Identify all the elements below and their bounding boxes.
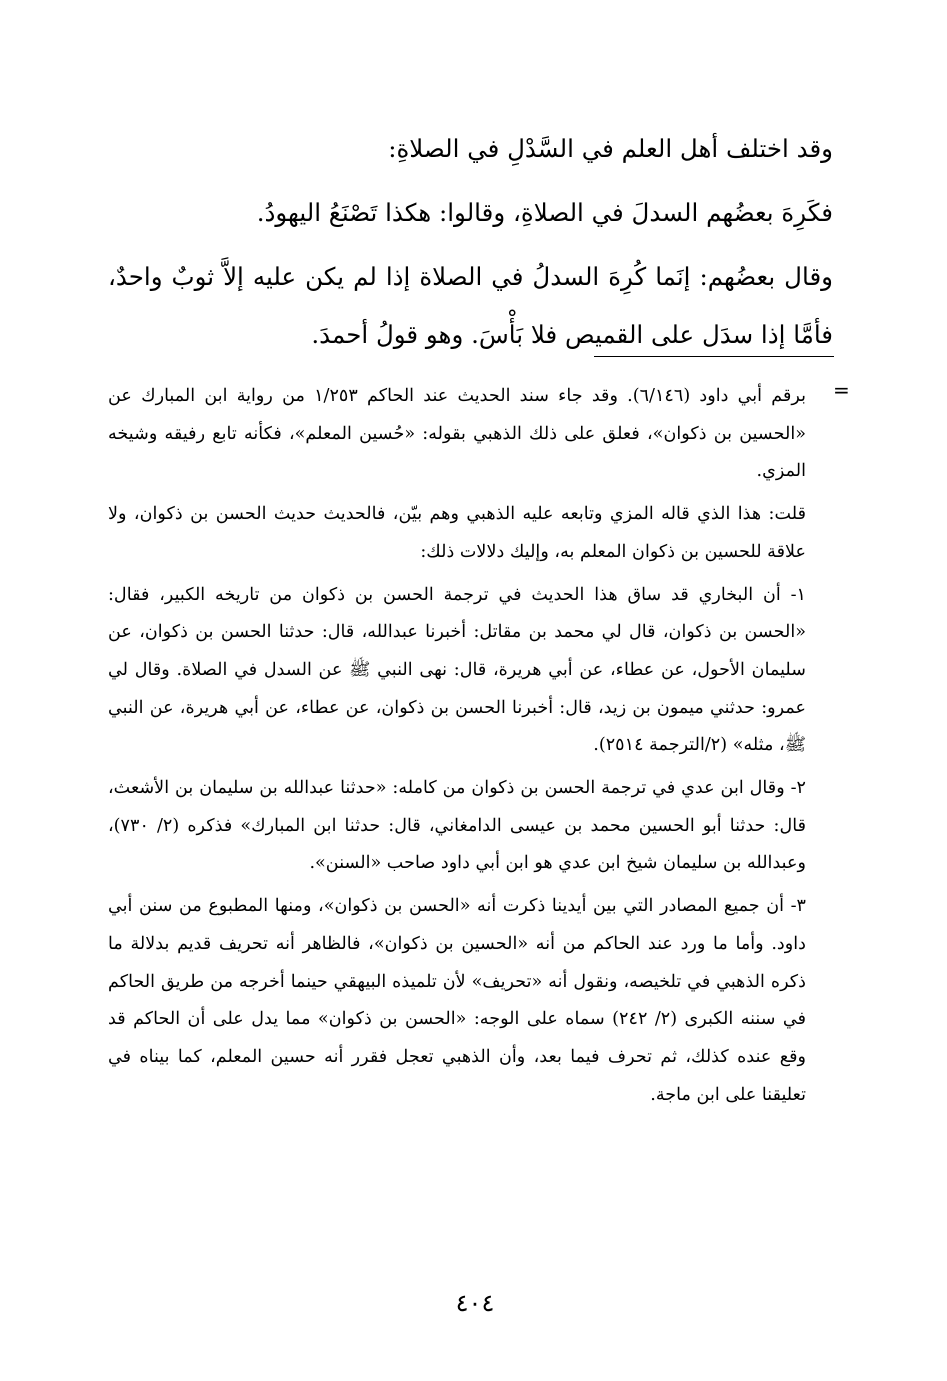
footnote-paragraph: ٢- وقال ابن عدي في ترجمة الحسن بن ذكوان من كامله: «حدثنا عبدالله بن سليمان بن الأشعث، قال: حدثنا أبو الحسين محمد بن عيسى الدامغاني، قال: حدثنا ابن المبارك» فذكره (٢/ ٧٣٠)، وعبدالله بن سليمان شيخ ابن عدي هو ابن أبي داود صاحب «السنن». xyxy=(108,778,806,874)
footnote-block xyxy=(108,378,806,1119)
main-intro: وقد اختلف أهل العلم في السَّدْلِ في الصلاةِ: xyxy=(388,134,833,163)
footnote-continuation-mark: = xyxy=(833,378,850,402)
main-text xyxy=(108,120,833,364)
main-opinion-1: فكَرِهَ بعضُهم السدلَ في الصلاةِ، وقالوا: هكذا تَصْنَعُ اليهودُ. xyxy=(256,198,833,227)
page-number: ٤٠٤ xyxy=(455,1289,495,1317)
footnote-paragraph: ١- أن البخاري قد ساق هذا الحديث في ترجمة الحسن بن ذكوان من تاريخه الكبير، فقال: «الحسن بن ذكوان، قال لي محمد بن مقاتل: أخبرنا عبدالله، قال: حدثنا الحسن بن ذكوان، عن سليمان الأحول، عن عطاء، عن أبي هريرة، قال: نهى النبي ﷺ عن السدل في الصلاة. وقال لي عمرو: حدثني ميمون بن زيد، قال: أخبرنا الحسن بن ذكوان، عن عطاء، عن أبي هريرة، عن النبي ﷺ، مثله» (٢/الترجمة ٢٥١٤). xyxy=(108,584,806,756)
footnote-paragraph: ٣- أن جميع المصادر التي بين أيدينا ذكرت أنه «الحسن بن ذكوان»، ومنها المطبوع من سنن أبي داود. وأما ما ورد عند الحاكم من أنه «الحسين بن ذكوان»، فالظاهر أنه تحريف قديم بدلالة ما ذكره الذهبي في تلخيصه، ونقول أنه «تحريف» لأن تلميذه البيهقي حينما أخرجه من طريق الحاكم في سننه الكبرى (٢/ ٢٤٢) سماه على الوجه: «الحسن بن ذكوان» مما يدل على أن الحاكم قد وقع عنده كذلك، ثم تحرف فيما بعد، وأن الذهبي تعجل فقرر أنه حسين المعلم، كما بيناه في تعليقنا على ابن ماجة. xyxy=(108,896,806,1105)
footnote-separator xyxy=(594,356,834,357)
footnote-paragraph: برقم أبي داود (٦/١٤٦). وقد جاء سند الحديث عند الحاكم ١/٢٥٣ من رواية ابن المبارك عن «الحسين بن ذكوان»، فعلق على ذلك الذهبي بقوله: «حُسين المعلم»، فكأنه تابع رفيقه وشيخه المزي. xyxy=(108,386,806,482)
footnote-paragraph: قلت: هذا الذي قاله المزي وتابعه عليه الذهبي وهم بيّن، فالحديث حديث الحسن بن ذكوان، ولا علاقة للحسين بن ذكوان المعلم به، وإليك دلالات ذلك: xyxy=(108,504,806,562)
main-opinion-2: وقال بعضُهم: إنَما كُرِهَ السدلُ في الصلاة إذا لم يكن عليه إلاَّ ثوبٌ واحدٌ، فأمَّا إذا سدَل على القميص فلا بَأْسَ. وهو قولُ أحمدَ. xyxy=(108,262,833,349)
